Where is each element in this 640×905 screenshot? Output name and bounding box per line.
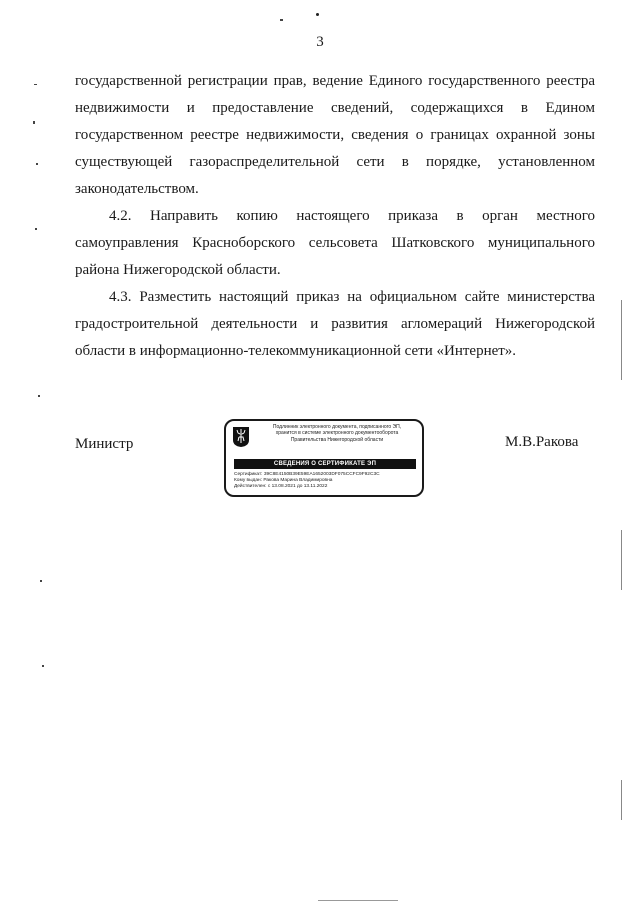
- nizhny-novgorod-deer-emblem-icon: [232, 426, 250, 448]
- stamp-title: СВЕДЕНИЯ О СЕРТИФИКАТЕ ЭП: [234, 459, 416, 469]
- stamp-header-line: Правительства Нижегородской области: [290, 436, 384, 443]
- scan-speck: [316, 13, 319, 16]
- scan-edge-line: [621, 300, 622, 380]
- paragraph-4-2: 4.2. Направить копию настоящего приказа в орган местного самоуправления Красноборского сельсовета Шатковского муниципального района Нижегородской области.: [75, 208, 595, 278]
- stamp-details: [234, 472, 420, 491]
- scan-speck: [42, 665, 44, 667]
- document-body: [75, 68, 595, 365]
- validity-label: Действителен:: [234, 484, 267, 490]
- stamp-header-line: Подлинник электронного документа, подписанного ЭП,: [272, 424, 402, 430]
- scan-speck: [36, 163, 38, 165]
- stamp-header-line: хранится в системе электронного документооборота: [275, 430, 399, 437]
- issued-to-label: Кому выдан:: [234, 478, 262, 484]
- scan-speck: [38, 395, 40, 397]
- signer-position: Министр: [75, 436, 134, 452]
- signer-name: М.В.Ракова: [505, 434, 579, 450]
- scan-bottom-line: [318, 900, 398, 901]
- stamp-header: [252, 424, 422, 443]
- validity-value: с 13.08.2021 до 13.11.2022: [267, 484, 328, 490]
- issued-to-value: Ракова Марина Владимировна: [263, 478, 333, 484]
- validity-row: [234, 484, 420, 490]
- scan-edge-line: [621, 780, 622, 820]
- scan-speck: [33, 121, 35, 124]
- scan-speck: [34, 84, 37, 85]
- scan-speck: [280, 19, 283, 21]
- certificate-label: Сертификат:: [234, 472, 263, 477]
- paragraph-continuation: государственной регистрации прав, ведение Единого государственного реестра недвижимости и предоставление сведений, содержащихся в Едином государственном реестре недвижимости, сведения о границах охранной зоны существующей газораспределительной сети в порядке, установленном законодательством.: [75, 73, 595, 197]
- scan-edge-line: [621, 530, 622, 590]
- electronic-signature-stamp: [224, 419, 424, 497]
- scan-speck: [35, 228, 37, 230]
- certificate-value: 39C8E4150B39E59EA1652003DF075CCFC9F92C3C: [263, 472, 380, 477]
- page-number: 3: [316, 34, 324, 50]
- scan-speck: [40, 580, 42, 582]
- paragraph-4-3: 4.3. Разместить настоящий приказ на официальном сайте министерства градостроительной деятельности и развития агломераций Нижегородской области в информационно-телекоммуникационной сети «Интернет».: [75, 289, 595, 359]
